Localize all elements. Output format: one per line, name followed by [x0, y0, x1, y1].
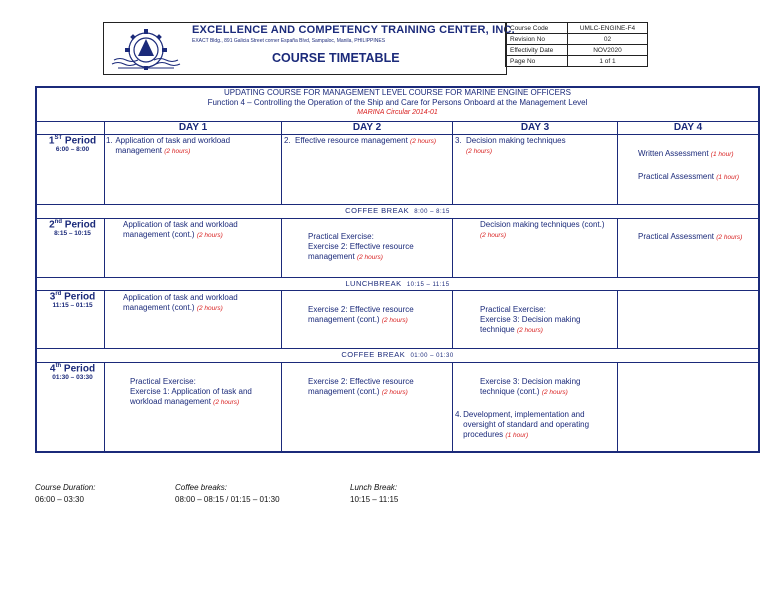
hours-label: (2 hours): [213, 399, 240, 406]
marina-circular: MARINA Circular 2014-01: [357, 109, 438, 116]
divider: [281, 362, 282, 453]
period-number: 1: [48, 135, 55, 147]
divider: [617, 218, 618, 277]
break-label: COFFEE BREAK: [341, 350, 406, 359]
topic-text: Decision making techniques: [466, 136, 566, 145]
topic-text: Practical Assessment: [638, 232, 715, 241]
day-header: DAY 2: [352, 122, 382, 133]
break-label: COFFEE BREAK: [345, 206, 410, 215]
topic-text: Exercise 3: Decision making technique (cont.): [480, 377, 581, 396]
break-label: LUNCHBREAK: [345, 279, 402, 288]
divider: [452, 362, 453, 453]
topic-text: Exercise 1: Application of task and workload management: [130, 387, 252, 406]
meta-value: UMLC-ENGINE-F4: [568, 23, 648, 34]
hours-label: (2 hours): [381, 317, 408, 324]
schedule-cell: [130, 377, 278, 408]
period-label: [40, 219, 105, 237]
divider: [617, 362, 618, 453]
course-function: Function 4 – Controlling the Operation of the Ship and Care for Persons Onboard at the Management Level: [207, 98, 588, 107]
period-word: Period: [61, 363, 96, 375]
meta-key: Page No: [506, 56, 568, 67]
divider: [452, 290, 453, 348]
meta-row: [506, 45, 648, 56]
topic-text: Exercise 3: Decision making technique: [480, 315, 581, 334]
break-row: [35, 350, 760, 359]
period-time: 8:15 – 10:15: [54, 230, 91, 238]
hours-label: (1 hour): [505, 432, 529, 439]
item-number: 2.: [284, 136, 291, 145]
period-number: 2: [49, 219, 55, 231]
schedule-cell: [480, 305, 615, 336]
topic-text: Exercise 2: Effective resource management: [308, 242, 414, 261]
topic-text: Exercise 2: Effective resource management (cont.): [308, 377, 414, 396]
document-title: COURSE TIMETABLE: [272, 51, 400, 65]
hours-label: (1 hour): [716, 174, 740, 181]
document-meta-table: [505, 22, 648, 67]
schedule-cell: [106, 136, 278, 157]
schedule-cell: [455, 410, 615, 441]
day-header: DAY 3: [520, 122, 550, 133]
meta-row: [506, 23, 648, 34]
topic-text: Application of task and workload management (cont.): [123, 220, 238, 239]
break-time: 10:15 – 11:15: [406, 282, 450, 288]
schedule-cell: [123, 220, 278, 241]
schedule-cell: [308, 305, 450, 326]
schedule-cell: [638, 232, 758, 243]
footer-value: 06:00 – 03:30: [35, 495, 84, 504]
schedule-cell: [480, 377, 615, 398]
divider: [281, 218, 282, 277]
break-time: 01:00 – 01:30: [410, 353, 454, 359]
break-row: [35, 206, 760, 215]
hours-label: (2 hours): [196, 305, 223, 312]
day-header: DAY 1: [178, 122, 208, 133]
meta-row: [506, 56, 648, 67]
footer-label: Lunch Break:: [350, 483, 398, 492]
period-number: 3: [49, 291, 56, 303]
period-suffix: ST: [54, 135, 63, 141]
divider: [281, 290, 282, 348]
divider: [452, 218, 453, 277]
period-suffix: rd: [55, 291, 62, 297]
hours-label: (2 hours): [356, 254, 383, 261]
divider: [35, 348, 760, 349]
period-time: 6:00 – 8:00: [55, 146, 90, 154]
hours-label: (2 hours): [410, 138, 437, 145]
schedule-cell: [123, 293, 278, 314]
course-title: UPDATING COURSE FOR MANAGEMENT LEVEL COURSE FOR MARINE ENGINE OFFICERS: [223, 88, 571, 97]
topic-text: Application of task and workload management (cont.): [123, 293, 238, 312]
footer-label: Course Duration:: [35, 483, 96, 492]
meta-key: Effectivity Date: [506, 45, 568, 56]
schedule-cell: [638, 172, 758, 183]
hours-label: (1 hour): [710, 151, 734, 158]
divider: [35, 277, 760, 278]
period-time: 11:15 – 01:15: [52, 302, 93, 310]
schedule-cell: [638, 149, 758, 160]
period-suffix: th: [55, 363, 62, 369]
company-name: EXCELLENCE AND COMPETENCY TRAINING CENTER, INC.: [192, 24, 515, 36]
period-word: Period: [62, 135, 97, 147]
hours-label: (2 hours): [381, 389, 408, 396]
meta-value: 02: [568, 34, 648, 45]
footer-course-duration: [35, 482, 95, 506]
hours-label: (2 hours): [466, 148, 493, 155]
gear-anchor-logo: [108, 24, 184, 72]
topic-text: Decision making techniques (cont.): [480, 220, 605, 229]
period-suffix: nd: [54, 219, 62, 225]
practical-heading: Practical Exercise:: [308, 232, 374, 241]
item-number: 3.: [455, 136, 462, 145]
meta-row: [506, 34, 648, 45]
footer-value: 08:00 – 08:15 / 01:15 – 01:30: [175, 495, 280, 504]
topic-text: Application of task and workload management: [115, 136, 231, 155]
footer-lunch-break: [350, 482, 398, 506]
period-word: Period: [62, 219, 96, 231]
period-label: [40, 291, 105, 309]
hours-label: (2 hours): [716, 234, 743, 241]
hours-label: (2 hours): [516, 327, 543, 334]
break-time: 8:00 – 8:15: [414, 209, 450, 215]
divider: [35, 218, 760, 219]
schedule-cell: [308, 377, 450, 398]
hours-label: (2 hours): [164, 148, 191, 155]
schedule-cell: [284, 136, 448, 147]
divider: [617, 290, 618, 348]
hours-label: (2 hours): [541, 389, 568, 396]
schedule-cell: [480, 220, 612, 241]
divider: [35, 362, 760, 363]
company-address: EXACT Bldg., 891 Galicia Street corner España Blvd, Sampaloc, Manila, PHILIPPINES: [192, 38, 386, 44]
period-word: Period: [61, 291, 96, 303]
meta-key: Revision No: [506, 34, 568, 45]
schedule-cell: [308, 232, 450, 263]
period-label: [40, 135, 105, 153]
meta-value: 1 of 1: [568, 56, 648, 67]
topic-text: Written Assessment: [638, 149, 709, 158]
practical-heading: Practical Exercise:: [480, 305, 546, 314]
topic-text: Development, implementation and oversight of standard and operating procedures: [463, 410, 590, 439]
period-time: 01:30 – 03:30: [52, 374, 93, 382]
footer-value: 10:15 – 11:15: [350, 495, 399, 504]
schedule-cell: [455, 136, 615, 157]
item-number: 4.: [455, 410, 462, 419]
topic-text: Practical Assessment: [638, 172, 715, 181]
topic-text: Effective resource management: [295, 136, 408, 145]
topic-text: Exercise 2: Effective resource management (cont.): [308, 305, 414, 324]
break-row: [35, 279, 760, 288]
footer-label: Coffee breaks:: [175, 483, 228, 492]
day-header: DAY 4: [673, 122, 703, 133]
meta-key: Course Code: [506, 23, 568, 34]
period-number: 4: [49, 363, 56, 375]
practical-heading: Practical Exercise:: [130, 377, 196, 386]
divider: [35, 290, 760, 291]
item-number: 1.: [106, 136, 113, 145]
hours-label: (2 hours): [196, 232, 223, 239]
meta-value: NOV2020: [568, 45, 648, 56]
footer-coffee-breaks: [175, 482, 280, 506]
divider: [35, 204, 760, 205]
period-label: [40, 363, 105, 381]
hours-label: (2 hours): [480, 232, 507, 239]
